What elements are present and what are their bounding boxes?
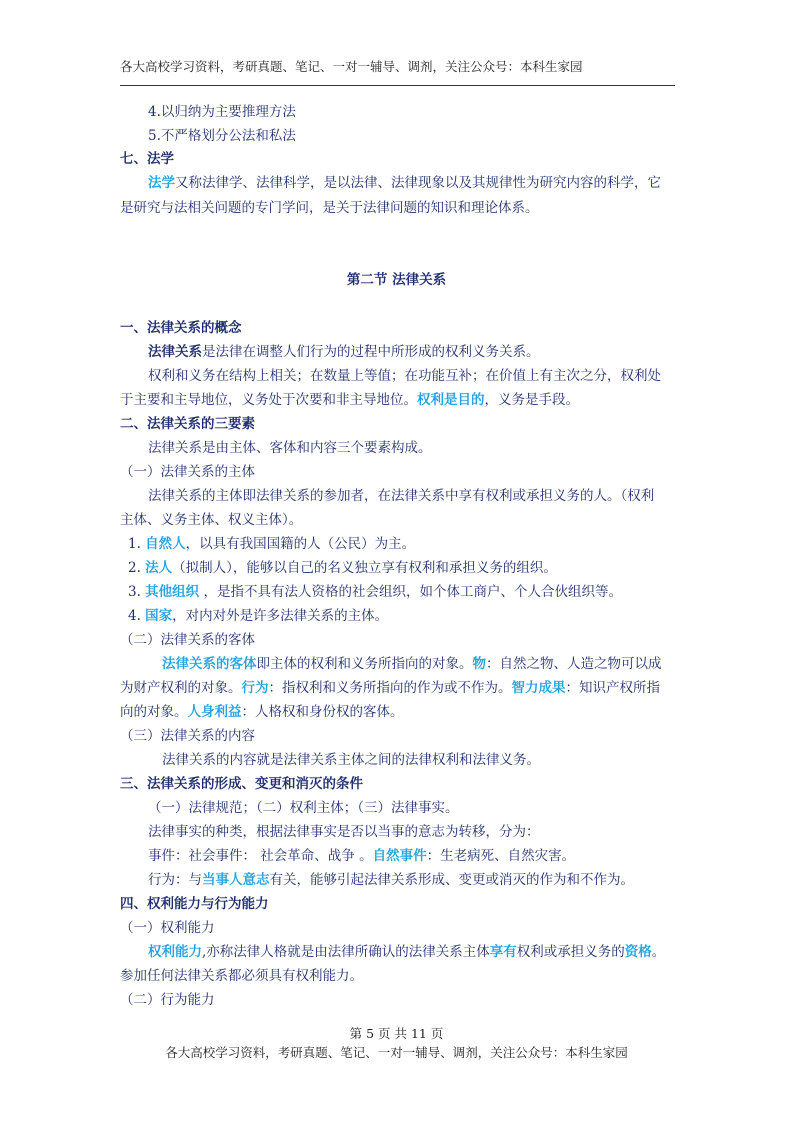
- text: 又称法律学、法律科学，是以法律、法律现象以及其规律性为研究内容的科学，它: [175, 175, 661, 191]
- text: ：指权利和义务所指向的作为或不作为。: [268, 680, 512, 696]
- page-number: 第 5 页 共 11 页: [349, 1026, 444, 1041]
- item-number: 4.: [128, 608, 146, 624]
- text: 为财产权利的对象。: [120, 680, 242, 696]
- term-highlight: 法律关系的客体: [162, 656, 257, 672]
- numbered-item: [128, 582, 622, 602]
- text: ，是指不具有法人资格的社会组织，如个体工商户、个人合伙组织等。: [199, 584, 622, 600]
- text: 是法律在调整人们行为的过程中所形成的权利义务关系。: [202, 344, 540, 360]
- subheading: （一）权利能力: [120, 920, 215, 936]
- text: （拟制人），能够以自己的名义独立享有权利和承担义务的组织。: [172, 560, 557, 576]
- subheading: （三）法律关系的内容: [120, 728, 255, 744]
- term-highlight: 资格: [624, 944, 652, 960]
- paragraph-line: [148, 846, 575, 866]
- paragraph-line: [148, 870, 634, 890]
- numbered-item: [128, 558, 557, 578]
- term-highlight: 权利能力: [148, 944, 202, 960]
- header-rule: [120, 85, 675, 86]
- text: 于主要和主导地位，义务处于次要和非主导地位。: [120, 392, 417, 408]
- text: ：人格权和身份权的客体。: [241, 704, 404, 720]
- paragraph-line: 权利和义务在结构上相关；在数量上等值；在功能互补；在价值上有主次之分，权利处: [148, 368, 661, 384]
- paragraph-line: [148, 173, 661, 193]
- paragraph-line: 参加任何法律关系都必须具有权利能力。: [120, 968, 363, 984]
- text: 事件：社会事件： 社会革命、战争 。: [148, 848, 373, 864]
- term-bold: 法律关系: [148, 344, 202, 360]
- paragraph-line: [120, 678, 660, 698]
- heading-capacity: 四、权利能力与行为能力: [120, 896, 269, 912]
- paragraph-line: 法律事实的种类，根据法律事实是否以当事的意志为转移，分为：: [148, 824, 540, 840]
- numbered-item: [128, 606, 388, 626]
- term-highlight: 其他组织: [145, 584, 200, 600]
- section-title: 第二节 法律关系: [346, 272, 447, 288]
- term-highlight: 物: [472, 656, 486, 672]
- term-highlight: 自然人: [145, 536, 186, 552]
- text: ，以具有我国国籍的人（公民）为主。: [185, 536, 416, 552]
- text: ：生老病死、自然灾害。: [426, 848, 576, 864]
- term-highlight: 法学: [148, 175, 175, 191]
- paragraph-line: 是研究与法相关问题的专门学问，是关于法律问题的知识和理论体系。: [120, 200, 539, 216]
- list-item: 4.以归纳为主要推理方法: [148, 104, 296, 120]
- term-highlight: 国家: [145, 608, 173, 624]
- text: ，义务是手段。: [484, 392, 579, 408]
- term-highlight: 行为: [241, 680, 269, 696]
- subheading: （二）行为能力: [120, 992, 215, 1008]
- term-highlight: 法人: [145, 560, 173, 576]
- term-highlight: 享有: [489, 944, 517, 960]
- text: 行为：与: [148, 872, 202, 888]
- numbered-item: [128, 534, 415, 554]
- subheading: （一）法律关系的主体: [120, 464, 255, 480]
- page-footer: 各大高校学习资料，考研真题、笔记、一对一辅导、调剂，关注公众号：本科生家园: [165, 1045, 628, 1060]
- paragraph-line: [148, 942, 665, 962]
- item-number: 2.: [128, 560, 146, 576]
- paragraph-line: 主体、义务主体、权义主体）。: [120, 512, 303, 528]
- term-highlight: 自然事件: [372, 848, 427, 864]
- text: 向的对象。: [120, 704, 188, 720]
- paragraph-line: （一）法律规范；（二）权利主体；（三）法律事实。: [148, 800, 459, 816]
- paragraph-line: 法律关系的主体即法律关系的参加者，在法律关系中享有权利或承担义务的人。（权利: [148, 488, 655, 504]
- text: 有关，能够引起法律关系形成、变更或消灭的作为和不作为。: [269, 872, 634, 888]
- paragraph-line: 法律关系是由主体、客体和内容三个要素构成。: [148, 440, 432, 456]
- term-highlight: 当事人意志: [202, 872, 270, 888]
- text: 。: [651, 944, 666, 960]
- heading-three-elements: 二、法律关系的三要素: [120, 416, 255, 432]
- heading-concept: 一、法律关系的概念: [120, 320, 242, 336]
- paragraph-line: [120, 390, 579, 410]
- text: ：自然之物、人造之物可以成: [486, 656, 662, 672]
- list-item: 5.不严格划分公法和私法: [148, 128, 296, 144]
- paragraph-line: [148, 342, 540, 362]
- heading-conditions: 三、法律关系的形成、变更和消灭的条件: [120, 776, 363, 792]
- term-highlight: 权利是目的: [417, 392, 485, 408]
- text: 权利或承担义务的: [516, 944, 625, 960]
- text: ：知识产权所指: [565, 680, 660, 696]
- term-highlight: 人身利益: [187, 704, 242, 720]
- item-number: 1.: [128, 536, 146, 552]
- item-number: 3.: [128, 584, 146, 600]
- heading-law-science: 七、法学: [120, 151, 174, 167]
- text: ，对内对外是许多法律关系的主体。: [172, 608, 389, 624]
- subheading: （二）法律关系的客体: [120, 632, 255, 648]
- text: 即主体的权利和义务所指向的对象。: [256, 656, 473, 672]
- term-highlight: 智力成果: [511, 680, 566, 696]
- page-header: 各大高校学习资料，考研真题、笔记、一对一辅导、调剂，关注公众号：本科生家园: [120, 59, 583, 74]
- paragraph-line: 法律关系的内容就是法律关系主体之间的法律权利和法律义务。: [162, 752, 540, 768]
- paragraph-line: [120, 702, 404, 722]
- paragraph-line: [162, 654, 662, 674]
- text: ,亦称法律人格就是由法律所确认的法律关系主体: [202, 944, 490, 960]
